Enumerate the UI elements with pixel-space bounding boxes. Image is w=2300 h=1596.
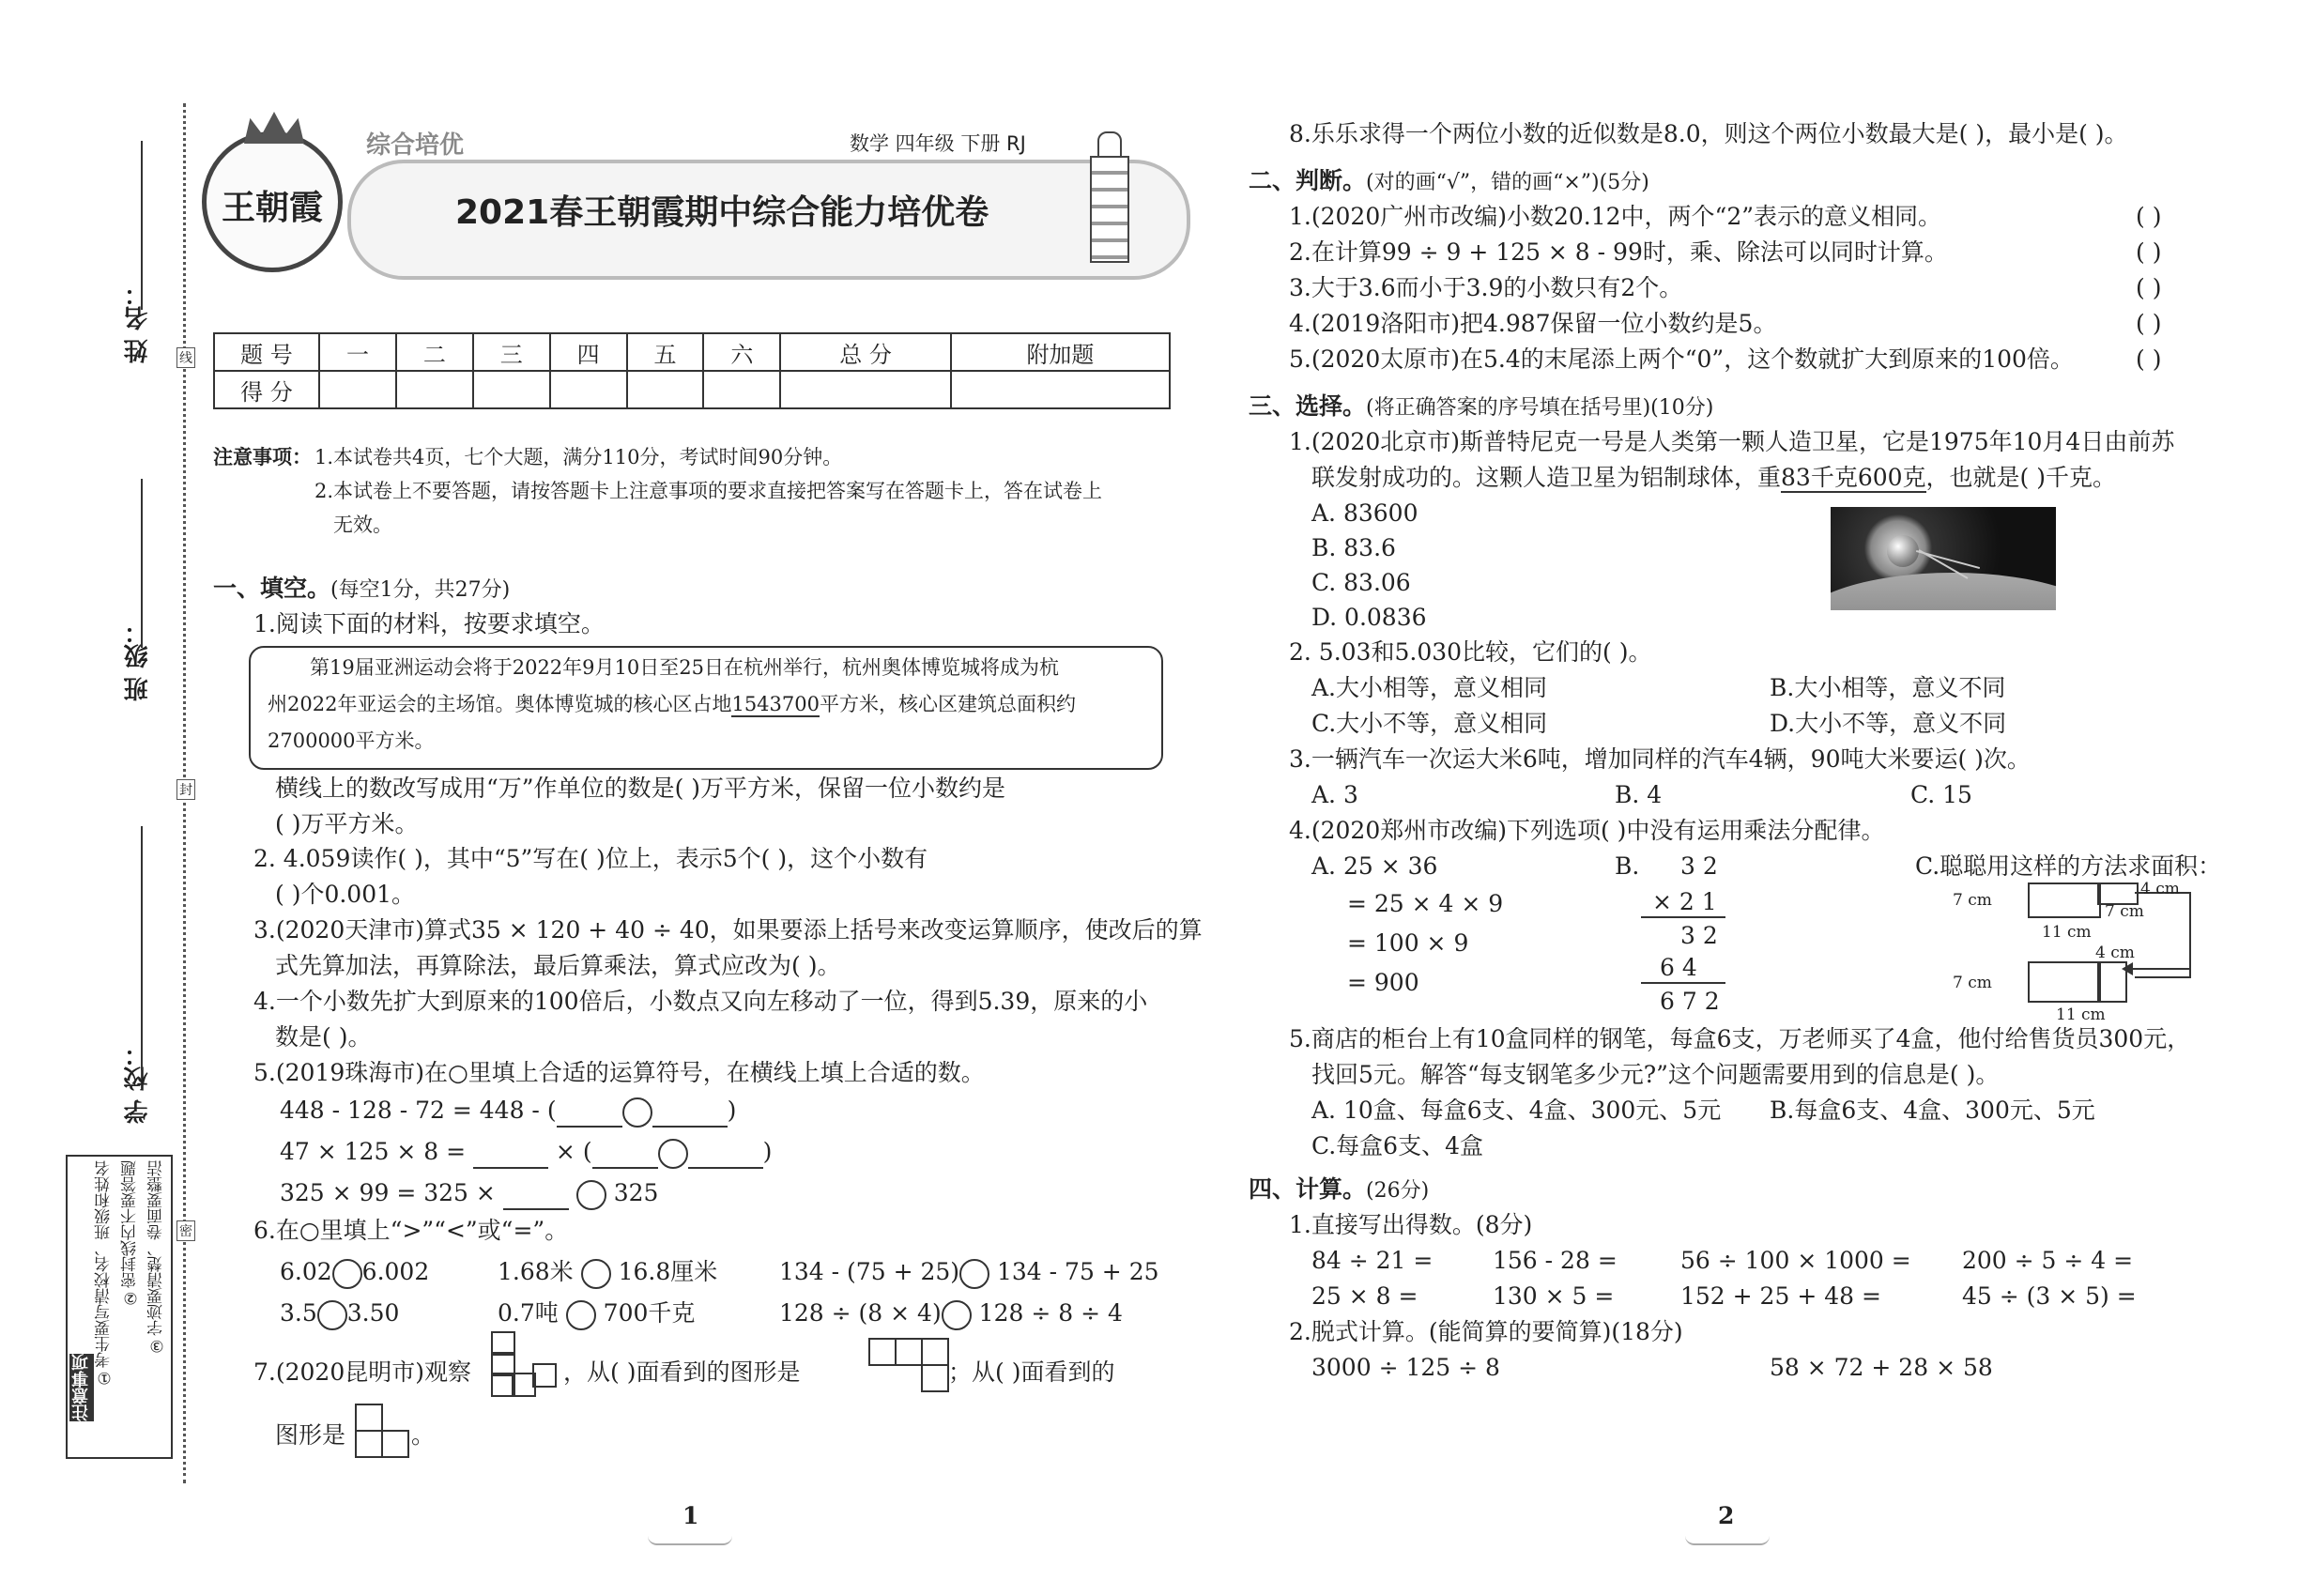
calc-r1-4: 200 ÷ 5 ÷ 4 = (1962, 1247, 2134, 1274)
dim-label: 7 cm (1953, 974, 1992, 992)
choice-1-opt-d[interactable]: D. 0.0836 (1311, 604, 1427, 631)
vertical-mult-l2: × 2 1 (1652, 888, 1717, 915)
choice-2-opt-b[interactable]: B.大小相等，意义不同 (1770, 674, 2006, 701)
q5-eq-2: 47 × 125 × 8 = × ( ) (280, 1136, 772, 1169)
choice-2-opt-d[interactable]: D.大小不等，意义不同 (1770, 710, 2007, 737)
q6-c6: 128 ÷ (8 × 4) 128 ÷ 8 ÷ 4 (779, 1297, 1123, 1330)
notes-item-1: 1.本试卷共4页，七个大题，满分110分，考试时间90分钟。 (314, 446, 843, 468)
judge-3-paren[interactable]: ( ) (2136, 274, 2162, 301)
section-3-sub: (将正确答案的序号填在括号里)(10分) (1366, 396, 1714, 420)
passage-number: 1543700 (731, 693, 820, 715)
q6-c4: 3.5 3.50 (280, 1297, 399, 1330)
dim-label: 7 cm (2105, 902, 2144, 921)
choice-5-opt-b[interactable]: B.每盒6支、4盒、300元、5元 (1770, 1097, 2095, 1124)
calc-r2-3: 152 + 25 + 48 = (1680, 1282, 1881, 1310)
view-figure-2 (355, 1404, 407, 1456)
dim-label: 11 cm (2056, 1005, 2106, 1024)
q6-c3: 134 - (75 + 25) 134 - 75 + 25 (779, 1256, 1159, 1289)
q1-answer-b: ( )万平方米。 (275, 810, 419, 837)
compare-circle[interactable] (317, 1300, 347, 1330)
passage-line-2: 州2022年亚运会的主场馆。奥体博览城的核心区占地1543700平方米，核心区建筑总面积约 (268, 693, 1076, 715)
choice-3-opt-b[interactable]: B. 4 (1615, 781, 1663, 808)
judge-2-paren[interactable]: ( ) (2136, 238, 2162, 266)
score-header-cell: 二 (396, 333, 473, 371)
choice-1-opt-b[interactable]: B. 83.6 (1311, 534, 1396, 561)
q7-b: ，从( )面看到的图形是 (563, 1358, 801, 1386)
weight-underline: 83千克600克 (1781, 464, 1926, 491)
choice-2-opt-a[interactable]: A.大小相等，意义相同 (1311, 674, 1548, 701)
score-header-cell: 附加题 (951, 333, 1170, 371)
blank[interactable] (652, 1126, 728, 1128)
binding-notice-box (66, 1155, 173, 1459)
blank[interactable] (503, 1208, 569, 1210)
choice-5-opt-a[interactable]: A. 10盒、每盒6支、4盒、300元、5元 (1311, 1097, 1722, 1124)
cut-mark-1: 线 (176, 347, 195, 368)
compare-circle[interactable] (581, 1259, 611, 1289)
compare-circle[interactable] (942, 1300, 972, 1330)
school-line[interactable] (141, 826, 143, 1070)
score-cell[interactable] (396, 371, 473, 408)
view-figure-1 (868, 1338, 947, 1390)
dim-label: 4 cm (2140, 880, 2180, 898)
q6-c5: 0.7吨 700千克 (498, 1297, 695, 1330)
arrow-icon (2125, 968, 2191, 970)
q7-c: ；从( )面看到的 (948, 1358, 1115, 1386)
vertical-mult-l5: 6 7 2 (1660, 988, 1720, 1015)
section-4-sub: (26分) (1366, 1179, 1430, 1203)
score-cell[interactable] (627, 371, 704, 408)
q5-eq-3: 325 × 99 = 325 × 325 (280, 1177, 658, 1210)
compare-circle[interactable] (959, 1259, 989, 1289)
section-4-title: 四、计算。(26分) (1249, 1175, 1430, 1203)
lighthouse-icon (1084, 131, 1131, 263)
judge-4: 4.(2019洛阳市)把4.987保留一位小数约是5。 (1289, 310, 1777, 337)
page-number-2-ornament (1685, 1536, 1770, 1545)
calc-r2-1: 25 × 8 = (1311, 1282, 1418, 1310)
choice-4-opt-b-label[interactable]: B. (1615, 852, 1640, 880)
q5-eq-1: 448 - 128 - 72 = 448 - ( ) (280, 1095, 736, 1128)
blank[interactable] (688, 1167, 763, 1169)
judge-4-paren[interactable]: ( ) (2136, 310, 2162, 337)
score-cell[interactable] (780, 371, 951, 408)
calc-2-1: 3000 ÷ 125 ÷ 8 (1311, 1354, 1500, 1381)
compare-circle[interactable] (332, 1259, 362, 1289)
operator-circle[interactable] (622, 1097, 652, 1128)
score-header-cell: 总 分 (780, 333, 951, 371)
name-label: 姓 名： (124, 282, 152, 364)
q6-c2: 1.68米 16.8厘米 (498, 1256, 717, 1289)
choice-1-b: 联发射成功的。这颗人造卫星为铝制球体，重83千克600克，也就是( )千克。 (1311, 464, 2117, 491)
q2-b: ( )个0.001。 (275, 881, 416, 908)
q4-a: 4.一个小数先扩大到原来的100倍后，小数点又向左移动了一位，得到5.39，原来的小 (253, 988, 1148, 1015)
choice-4: 4.(2020郑州市改编)下列选项( )中没有运用乘法分配律。 (1289, 817, 1885, 844)
passage-line-1: 第19届亚洲运动会将于2022年9月10日至25日在杭州举行，杭州奥体博览城将成为杭 (310, 656, 1059, 679)
q1-answer-a: 横线上的数改写成用“万”作单位的数是( )万平方米，保留一位小数约是 (275, 775, 1006, 802)
vertical-mult-rule-2 (1641, 982, 1725, 984)
choice-5-b: 找回5元。解答“每支钢笔多少元?”这个问题需要用到的信息是( )。 (1311, 1061, 2000, 1088)
calc-2-2: 58 × 72 + 28 × 58 (1770, 1354, 1993, 1381)
vertical-mult-l3: 3 2 (1680, 922, 1718, 949)
score-table (213, 332, 1171, 409)
dim-label: 4 cm (2095, 944, 2135, 962)
binding-notice-3: ③字迹要清楚、卷面要整洁 (147, 1160, 166, 1355)
series-label: 综合培优 (366, 131, 465, 160)
score-cell[interactable] (550, 371, 627, 408)
choice-3: 3.一辆汽车一次运大米6吨，增加同样的汽车4辆，90吨大米要运( )次。 (1289, 745, 2031, 773)
notes-item-2b: 无效。 (333, 514, 392, 536)
choice-4-opt-a-l2: = 25 × 4 × 9 (1347, 890, 1504, 917)
area-figure (1953, 882, 2216, 1023)
score-header-cell: 三 (473, 333, 550, 371)
calc-2: 2.脱式计算。(能简算的要简算)(18分) (1289, 1318, 1683, 1345)
choice-3-opt-a[interactable]: A. 3 (1311, 781, 1358, 808)
vertical-mult-rule-1 (1641, 916, 1725, 918)
choice-2: 2. 5.03和5.030比较，它们的( )。 (1289, 638, 1652, 666)
binding-notice-title: 注意事项 (69, 1354, 94, 1421)
operator-circle[interactable] (658, 1139, 688, 1169)
brand-name: 王朝霞 (221, 188, 323, 227)
binding-notice-2: ②密封线内不要答题 (121, 1160, 140, 1307)
section-3-title: 三、选择。(将正确答案的序号填在括号里)(10分) (1249, 392, 1714, 420)
judge-1-paren[interactable]: ( ) (2136, 203, 2162, 230)
section-2-sub: (对的画“√”，错的画“×”)(5分) (1366, 171, 1649, 194)
cut-mark-2: 封 (176, 779, 195, 800)
score-cell[interactable] (319, 371, 396, 408)
class-line[interactable] (141, 479, 143, 648)
cut-mark-3: 密 (176, 1220, 195, 1241)
page-number-1: 1 (682, 1502, 699, 1529)
choice-2-opt-c[interactable]: C.大小不等，意义相同 (1311, 710, 1548, 737)
q4-b: 数是( )。 (275, 1023, 372, 1051)
score-header-cell: 一 (319, 333, 396, 371)
q7-d: 图形是 (275, 1421, 346, 1449)
header-meta: 数学 四年级 下册 RJ (850, 132, 1026, 155)
notes-item-2: 2.本试卷上不要答题，请按答题卡上注意事项的要求直接把答案写在答题卡上，答在试卷上 (314, 480, 1103, 502)
q3-a: 3.(2020天津市)算式35 × 120 + 40 ÷ 40，如果要添上括号来改变运算顺序，使改后的算 (253, 916, 1203, 944)
choice-4-opt-a-l1[interactable]: A. 25 × 36 (1311, 852, 1438, 880)
score-header-cell: 题 号 (214, 333, 319, 371)
score-cell[interactable] (703, 371, 780, 408)
choice-1-opt-c[interactable]: C. 83.06 (1311, 569, 1411, 596)
q5: 5.(2019珠海市)在○里填上合适的运算符号，在横线上填上合适的数。 (253, 1059, 985, 1086)
passage-line-3: 2700000平方米。 (268, 729, 435, 752)
score-header-cell: 六 (703, 333, 780, 371)
q1: 1.阅读下面的材料，按要求填空。 (253, 610, 605, 637)
dim-label: 7 cm (1953, 891, 1992, 910)
calc-1: 1.直接写出得数。(8分) (1289, 1211, 1533, 1238)
calc-r1-1: 84 ÷ 21 = (1311, 1247, 1434, 1274)
section-1-sub: (每空1分，共27分) (330, 578, 511, 602)
q6-c1: 6.02 6.002 (280, 1256, 429, 1289)
page-title: 2021春王朝霞期中综合能力培优卷 (455, 193, 989, 232)
choice-4-opt-a-l3: = 100 × 9 (1347, 929, 1469, 957)
blank[interactable] (592, 1167, 658, 1169)
judge-3: 3.大于3.6而小于3.9的小数只有2个。 (1289, 274, 1683, 301)
dim-label: 11 cm (2042, 923, 2092, 942)
q2-a: 2. 4.059读作( )，其中“5”写在( )位上，表示5个( )，这个小数有 (253, 845, 928, 872)
cube-stack-figure (483, 1331, 563, 1397)
judge-2: 2.在计算99 ÷ 9 + 125 × 8 - 99时，乘、除法可以同时计算。 (1289, 238, 1948, 266)
vertical-mult-l4: 6 4 (1660, 954, 1697, 981)
score-cell[interactable] (951, 371, 1170, 408)
score-header-cell: 四 (550, 333, 627, 371)
q6: 6.在○里填上“>”“<”或“=”。 (253, 1217, 569, 1244)
choice-1-a: 1.(2020北京市)斯普特尼克一号是人类第一颗人造卫星，它是1975年10月4日由前苏 (1289, 428, 2175, 455)
score-header-cell: 五 (627, 333, 704, 371)
page-number-1-ornament (648, 1536, 732, 1545)
page-number-2: 2 (1718, 1502, 1735, 1529)
class-label: 班 级： (124, 620, 152, 702)
name-line[interactable] (141, 141, 143, 310)
blank[interactable] (557, 1126, 622, 1128)
choice-4-opt-a-l4: = 900 (1347, 969, 1419, 996)
vertical-mult-l1: 3 2 (1680, 852, 1718, 880)
judge-1: 1.(2020广州市改编)小数20.12中，两个“2”表示的意义相同。 (1289, 203, 1942, 230)
calc-r1-2: 156 - 28 = (1493, 1247, 1618, 1274)
brand-logo (202, 131, 343, 272)
q8: 8.乐乐求得一个两位小数的近似数是8.0，则这个两位小数最大是( )，最小是( )。 (1289, 120, 2128, 147)
judge-5: 5.(2020太原市)在5.4的末尾添上两个“0”，这个数就扩大到原来的100倍。 (1289, 345, 2074, 373)
calc-r2-4: 45 ÷ (3 × 5) = (1962, 1282, 2137, 1310)
q7-a: 7.(2020昆明市)观察 (253, 1358, 471, 1386)
operator-circle[interactable] (576, 1180, 606, 1210)
choice-3-opt-c[interactable]: C. 15 (1910, 781, 1972, 808)
choice-1-opt-a[interactable]: A. 83600 (1311, 499, 1418, 527)
blank[interactable] (473, 1167, 548, 1169)
q3-b: 式先算加法，再算除法，最后算乘法，算式应改为( )。 (275, 952, 841, 979)
section-1-title: 一、填空。(每空1分，共27分) (213, 575, 511, 602)
choice-5-opt-c[interactable]: C.每盒6支、4盒 (1311, 1132, 1483, 1159)
school-label: 学 校： (124, 1042, 152, 1125)
score-row-label: 得 分 (214, 371, 319, 408)
notes-label: 注意事项： (213, 445, 312, 468)
choice-5-a: 5.商店的柜台上有10盒同样的钢笔，每盒6支，万老师买了4盒，他付给售货员300元， (1289, 1025, 2191, 1052)
calc-r1-3: 56 ÷ 100 × 1000 = (1680, 1247, 1911, 1274)
score-cell[interactable] (473, 371, 550, 408)
calc-r2-2: 130 × 5 = (1493, 1282, 1615, 1310)
binding-notice-1: ①考生要写清校名、班级和姓名 (95, 1160, 114, 1387)
judge-5-paren[interactable]: ( ) (2136, 345, 2162, 373)
brand-crown-icon (244, 112, 304, 144)
q7-e: 。 (411, 1421, 436, 1449)
choice-4-opt-c[interactable]: C.聪聪用这样的方法求面积： (1915, 852, 2222, 880)
section-2-title: 二、判断。(对的画“√”，错的画“×”)(5分) (1249, 167, 1649, 194)
satellite-image (1831, 507, 2056, 610)
compare-circle[interactable] (566, 1300, 596, 1330)
